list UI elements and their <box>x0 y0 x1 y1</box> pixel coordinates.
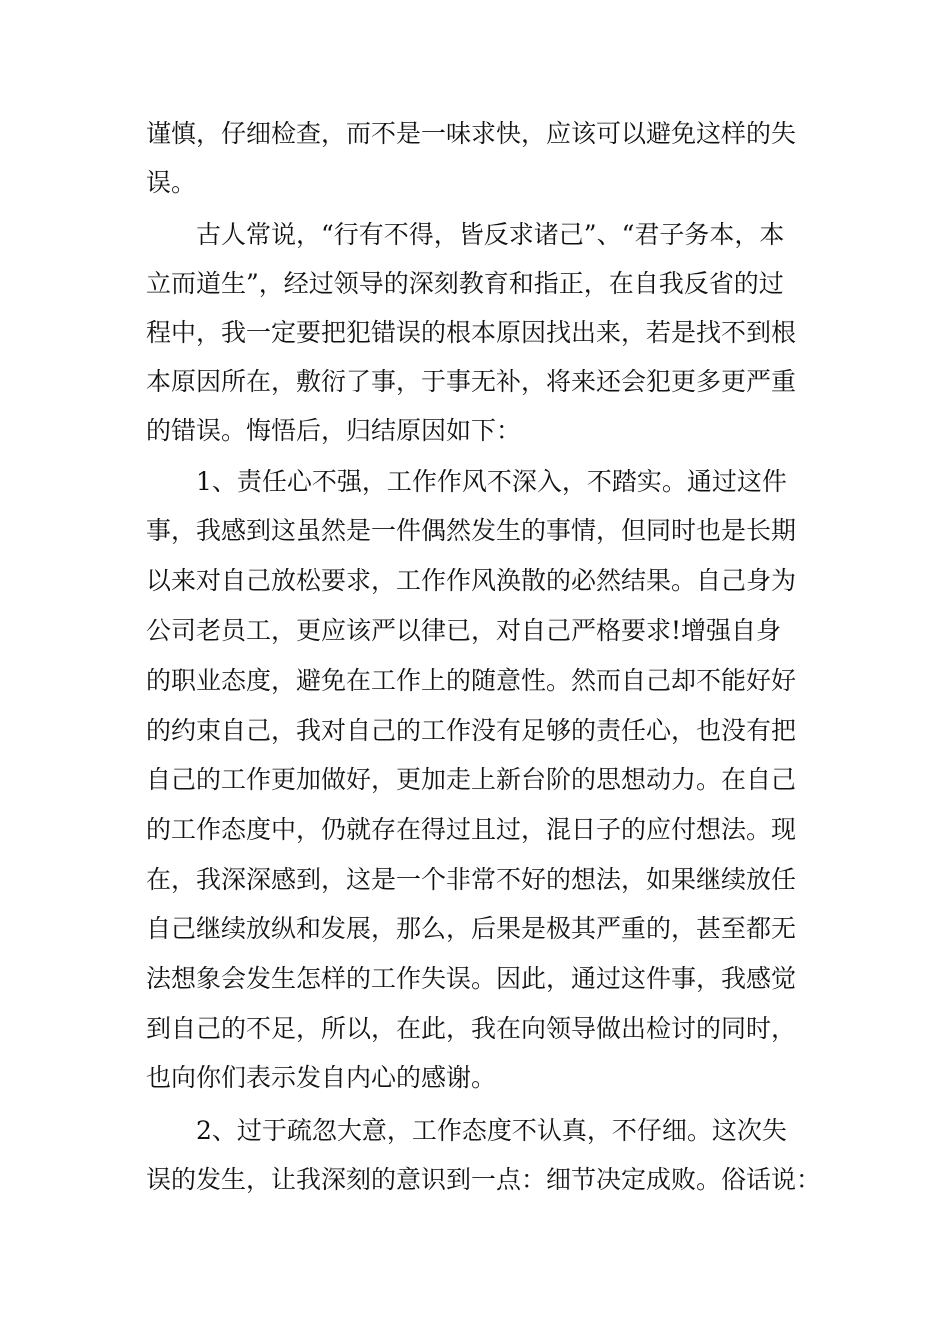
text-line: 到自己的不足，所以，在此，我在向领导做出检讨的同时， <box>146 1014 797 1043</box>
text-line: 以来对自己放松要求，工作作风涣散的必然结果。自己身为 <box>146 566 797 595</box>
paragraph-start-line: 2、过于疏忽大意，工作态度不认真，不仔细。这次失 <box>196 1116 787 1145</box>
text-line: 公司老员工，更应该严以律已，对自己严格要求!增强自身 <box>146 616 782 645</box>
text-line: 本原因所在，敷衍了事，于事无补，将来还会犯更多更严重 <box>146 367 797 396</box>
text-line: 误。 <box>146 168 197 197</box>
text-line: 事，我感到这虽然是一件偶然发生的事情，但同时也是长期 <box>146 516 797 545</box>
text-line: 自己的工作更加做好，更加走上新台阶的思想动力。在自己 <box>146 765 797 794</box>
text-line: 误的发生，让我深刻的意识到一点：细节决定成败。俗话说： <box>146 1165 822 1194</box>
text-line: 的职业态度，避免在工作上的随意性。然而自己却不能好好 <box>146 666 797 695</box>
text-line: 在，我深深感到，这是一个非常不好的想法，如果继续放任 <box>146 865 797 894</box>
text-line: 法想象会发生怎样的工作失误。因此，通过这件事，我感觉 <box>146 964 797 993</box>
paragraph-start-line: 古人常说，“行有不得，皆反求诸己”、“君子务本，本 <box>196 220 785 249</box>
paragraph-start-line: 1、责任心不强，工作作风不深入，不踏实。通过这件 <box>196 467 787 496</box>
text-line: 谨慎，仔细检查，而不是一味求快，应该可以避免这样的失 <box>146 119 797 148</box>
text-line: 自己继续放纵和发展，那么，后果是极其严重的，甚至都无 <box>146 914 797 943</box>
text-line: 的错误。悔悟后，归结原因如下： <box>146 416 522 445</box>
text-line: 立而道生”，经过领导的深刻教育和指正，在自我反省的过 <box>146 269 784 298</box>
text-line: 的工作态度中，仍就存在得过且过，混日子的应付想法。现 <box>146 815 797 844</box>
text-line: 也向你们表示发自内心的感谢。 <box>146 1063 497 1092</box>
text-line: 程中，我一定要把犯错误的根本原因找出来，若是找不到根 <box>146 318 797 347</box>
text-line: 的约束自己，我对自己的工作没有足够的责任心，也没有把 <box>146 716 797 745</box>
